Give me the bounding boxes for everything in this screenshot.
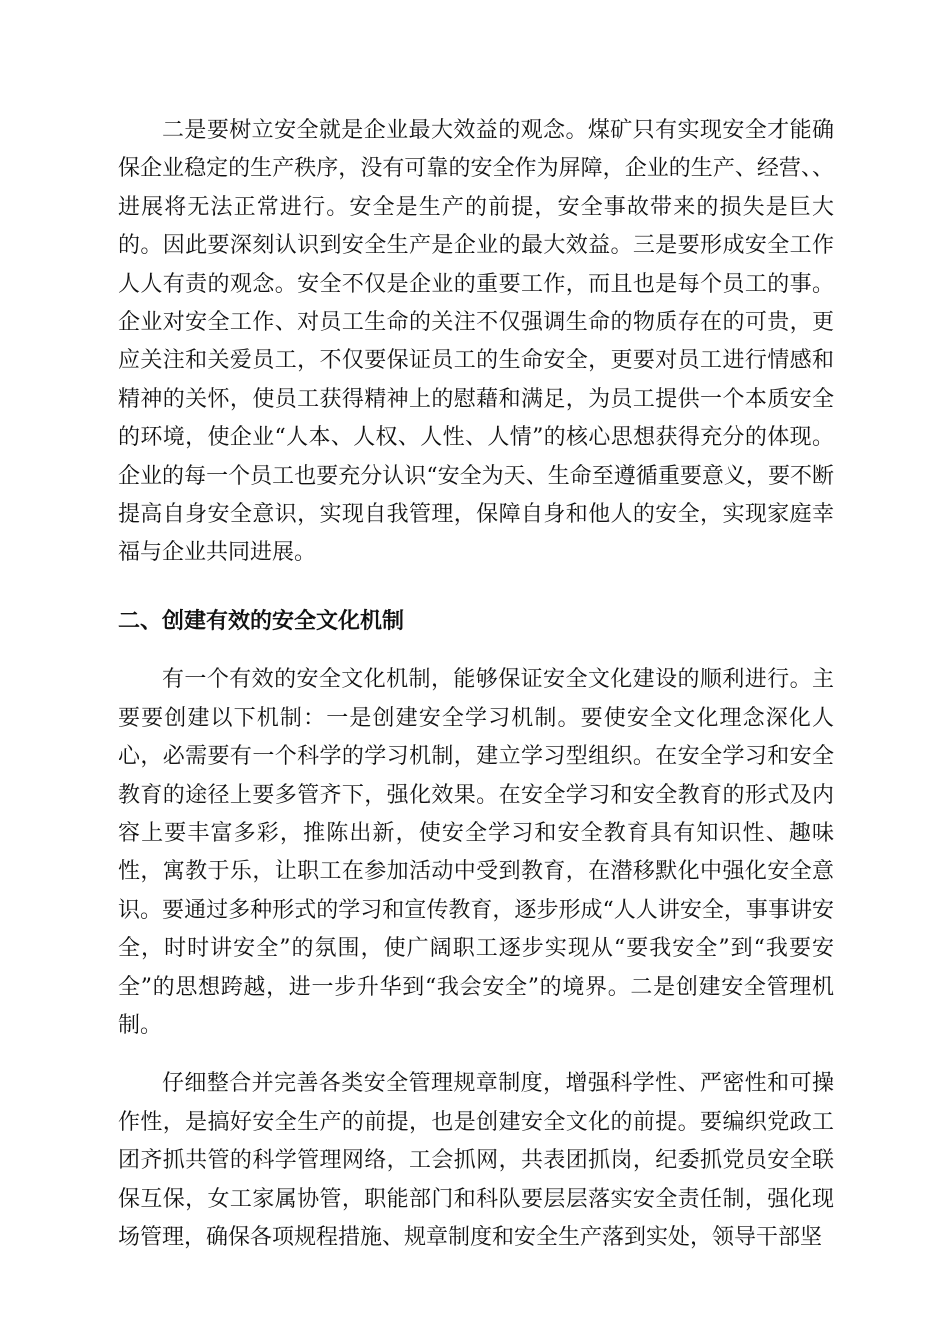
body-paragraph: 有一个有效的安全文化机制，能够保证安全文化建设的顺利进行。主要要创建以下机制：一是创建安全学习机制。要使安全文化理念深化人心，必需要有一个科学的学习机制，建立学习型组织。在安全学习和安全教育的途径上要多管齐下，强化效果。在安全学习和安全教育的形式及内容上要丰富多彩，推陈出新，使安全学习和安全教育具有知识性、趣味性，寓教于乐，让职工在参加活动中受到教育，在潜移默化中强化安全意识。要通过多种形式的学习和宣传教育，逐步形成“人人讲安全，事事讲安全，时时讲安全”的氛围，使广阔职工逐步实现从“要我安全”到“我要安全”的思想跨越，进一步升华到“我会安全”的境界。二是创建安全管理机制。: [118, 667, 834, 1038]
document-page: [118, 112, 834, 1257]
spacer: [118, 1045, 834, 1065]
body-paragraph: 仔细整合并完善各类安全管理规章制度，增强科学性、严密性和可操作性，是搞好安全生产的前提，也是创建安全文化的前提。要编织党政工团齐抓共管的科学管理网络，工会抓网，共表团抓岗，纪委抓党员安全联保互保，女工家属协管，职能部门和科队要层层落实安全责任制，强化现场管理，确保各项规程措施、规章制度和安全生产落到实处，领导干部坚: [118, 1071, 834, 1250]
spacer: [118, 573, 834, 603]
spacer: [118, 641, 834, 661]
body-paragraph: 二是要树立安全就是企业最大效益的观念。煤矿只有实现安全才能确保企业稳定的生产秩序，没有可靠的安全作为屏障，企业的生产、经营、、进展将无法正常进行。安全是生产的前提，安全事故带来的损失是巨大的。因此要深刻认识到安全生产是企业的最大效益。三是要形成安全工作人人有责的观念。安全不仅是企业的重要工作，而且也是每个员工的事。企业对安全工作、对员工生命的关注不仅强调生命的物质存在的可贵，更应关注和关爱员工，不仅要保证员工的生命安全，更要对员工进行情感和精神的关怀，使员工获得精神上的慰藉和满足，为员工提供一个本质安全的环境，使企业“人本、人权、人性、人情”的核心思想获得充分的体现。企业的每一个员工也要充分认识“安全为天、生命至遵循重要意义，要不断提高自身安全意识，实现自我管理，保障自身和他人的安全，实现家庭幸福与企业共同进展。: [118, 118, 834, 566]
section-heading: 二、创建有效的安全文化机制: [118, 608, 405, 634]
